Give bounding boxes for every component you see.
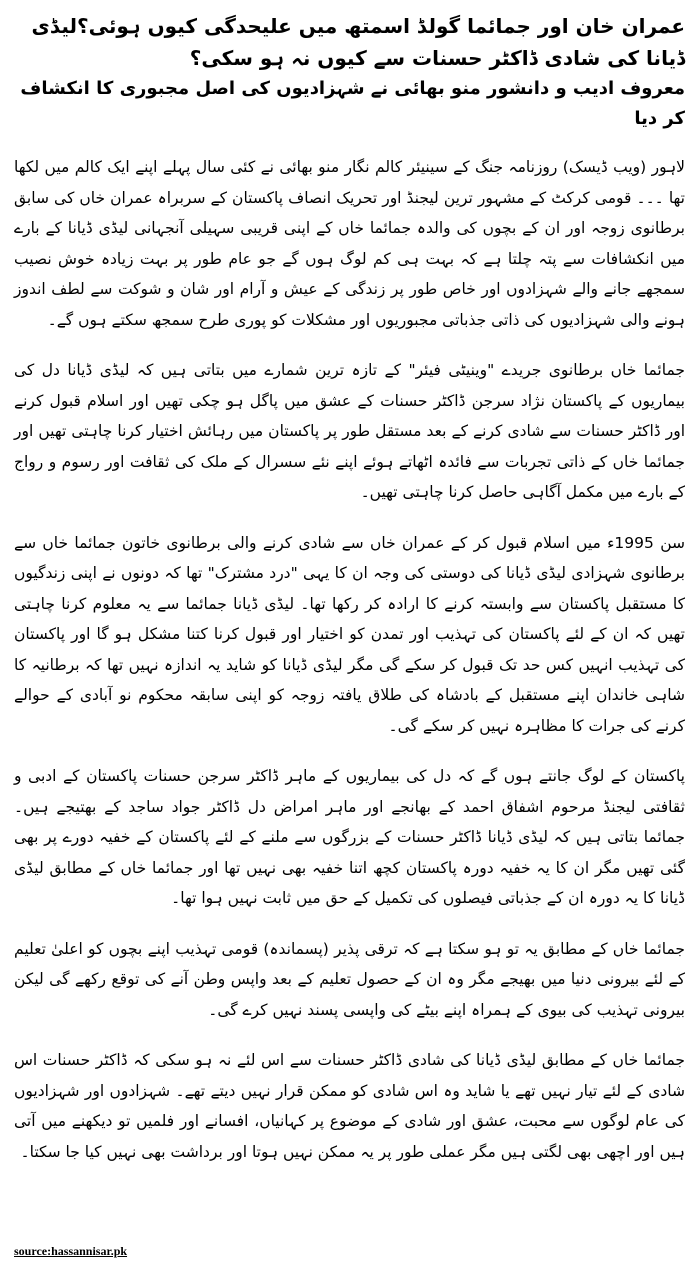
- article-paragraph: جمائما خاں کے مطابق لیڈی ڈیانا کی شادی ڈاکٹر حسنات سے اس لئے نہ ہو سکی کہ ڈاکٹر حسنات اس شادی کے لئے تیار نہیں تھے یا شاید وہ اس شادی کو ممکن قرار نہیں دیتے تھے۔ شہزادوں اور شہزادیوں کی عام لوگوں سے محبت، عشق اور شادی کے موضوع پر کہانیاں، افسانے اور فلمیں تو دیکھنے میں آتی ہیں اور اچھی بھی لگتی ہیں مگر عملی طور پر یہ ممکن نہیں ہوتا اور برداشت بھی نہیں کیا جا سکتا۔: [14, 1051, 685, 1161]
- article-subheadline: معروف ادیب و دانشور منو بھائی نے شہزادیوں کی اصل مجبوری کا انکشاف کر دیا: [20, 78, 685, 129]
- article-paragraph: لاہور (ویب ڈیسک) روزنامہ جنگ کے سینیئر کالم نگار منو بھائی نے کئی سال پہلے اپنے ایک کالم میں لکھا تھا ۔۔۔ قومی کرکٹ کے مشہور ترین لیجنڈ اور تحریک انصاف پاکستان کے سربراہ عمران خاں کی سابق برطانوی زوجہ اور ان کے بچوں کی والدہ جمائما خاں کے اپنی قریبی سہیلی آنجہانی لیڈی ڈیانا کے بارے میں انکشافات سے پتہ چلتا ہے کہ بہت ہی کم لوگ ہوں گے جو عام طور پر بہت زیادہ خوش نصیب سمجھے جانے والے شہزادوں اور خاص طور پر زندگی کے عیش و آرام اور شان و شوکت سے لطف اندوز ہونے والی شہزادیوں کی ذاتی جذباتی مجبوریوں اور مشکلات کو پوری طرح سمجھ سکتے ہوں گے۔: [14, 158, 685, 329]
- article-paragraph: پاکستان کے لوگ جانتے ہوں گے کہ دل کی بیماریوں کے ماہر ڈاکٹر سرجن حسنات پاکستان کے ادبی و ثقافتی لیجنڈ مرحوم اشفاق احمد کے بھانجے اور ماہر امراض دل ڈاکٹر جواد ساجد کے بھتیجے ہیں۔ جمائما بتاتی ہیں کہ لیڈی ڈیانا ڈاکٹر حسنات کے بزرگوں سے ملنے کے لئے پاکستان کے خفیہ دورے پر بھی گئی تھیں مگر ان کا یہ خفیہ دورہ پاکستان کچھ اتنا خفیہ بھی نہیں تھا اور جمائما خاں کے مطابق لیڈی ڈیانا کا یہ دورہ ان کے جذباتی فیصلوں کی تکمیل کے حق میں ثابت نہیں ہوا تھا۔: [14, 767, 685, 907]
- article-paragraph: سن 1995ء میں اسلام قبول کر کے عمران خاں سے شادی کرنے والی برطانوی خاتون جمائما خاں سے برطانوی شہزادی لیڈی ڈیانا کی دوستی کی وجہ ان کا یہی "درد مشترک" تھا کہ دونوں نے اپنی زندگیوں کا مستقبل پاکستان سے وابستہ کرنے کا ارادہ کر رکھا تھا۔ لیڈی ڈیانا جمائما سے یہ معلوم کرنا چاہتی تھیں کہ ان کے لئے پاکستان کی تہذیب اور تمدن کو اختیار اور قبول کرنا کتنا مشکل ہو گا اور پاکستان کی تہذیب انہیں کس حد تک قبول کر سکے گی مگر لیڈی ڈیانا کو شاید یہ اندازہ نہیں تھا کہ برطانیہ کا شاہی خاندان اپنے مستقبل کے بادشاہ کی طلاق یافتہ زوجہ کو اپنی سابقہ محکوم نو آبادی کے حوالے کرنے کی جرات کا مظاہرہ نہیں کر سکے گی۔: [14, 533, 685, 735]
- article-paragraph: جمائما خاں کے مطابق یہ تو ہو سکتا ہے کہ ترقی پذیر (پسماندہ) قومی تہذیب اپنے بچوں کو اعلیٰ تعلیم کے لئے بیرونی دنیا میں بھیجے مگر وہ ان کے حصول تعلیم کے بعد واپس وطن آنے کی توقع رکھے گی لیکن بیرونی تہذیب کی بیوی کے ہمراہ اپنے بیٹے کی واپسی پسند نہیں کرے گی۔: [14, 939, 686, 1019]
- source-credit: source:hassannisar.pk: [14, 1244, 128, 1258]
- article-paragraph: جمائما خاں برطانوی جریدے "وینیٹی فیئر" کے تازہ ترین شمارے میں بتاتی ہیں کہ لیڈی ڈیانا دل کی بیماریوں کے پاکستان نژاد سرجن ڈاکٹر حسنات کے عشق میں پاگل ہو چکی تھیں اور اسلام قبول کرنے اور ڈاکٹر حسنات سے شادی کرنے کے بعد مستقل طور پر پاکستان میں رہائش اختیار کرنا چاہتی تھیں اور جمائما خاں کے ذاتی تجربات سے فائدہ اٹھاتے ہوئے اپنے نئے سسرال کے ملک کی ثقافت اور رسوم و رواج کے بارے میں مکمل آگاہی حاصل کرنا چاہتی تھیں۔: [14, 361, 685, 501]
- article-headline: عمران خان اور جمائما گولڈ اسمتھ میں علیحدگی کیوں ہوئی؟لیڈی ڈیانا کی شادی ڈاکٹر حسنات سے کیوں نہ ہو سکی؟: [31, 14, 685, 70]
